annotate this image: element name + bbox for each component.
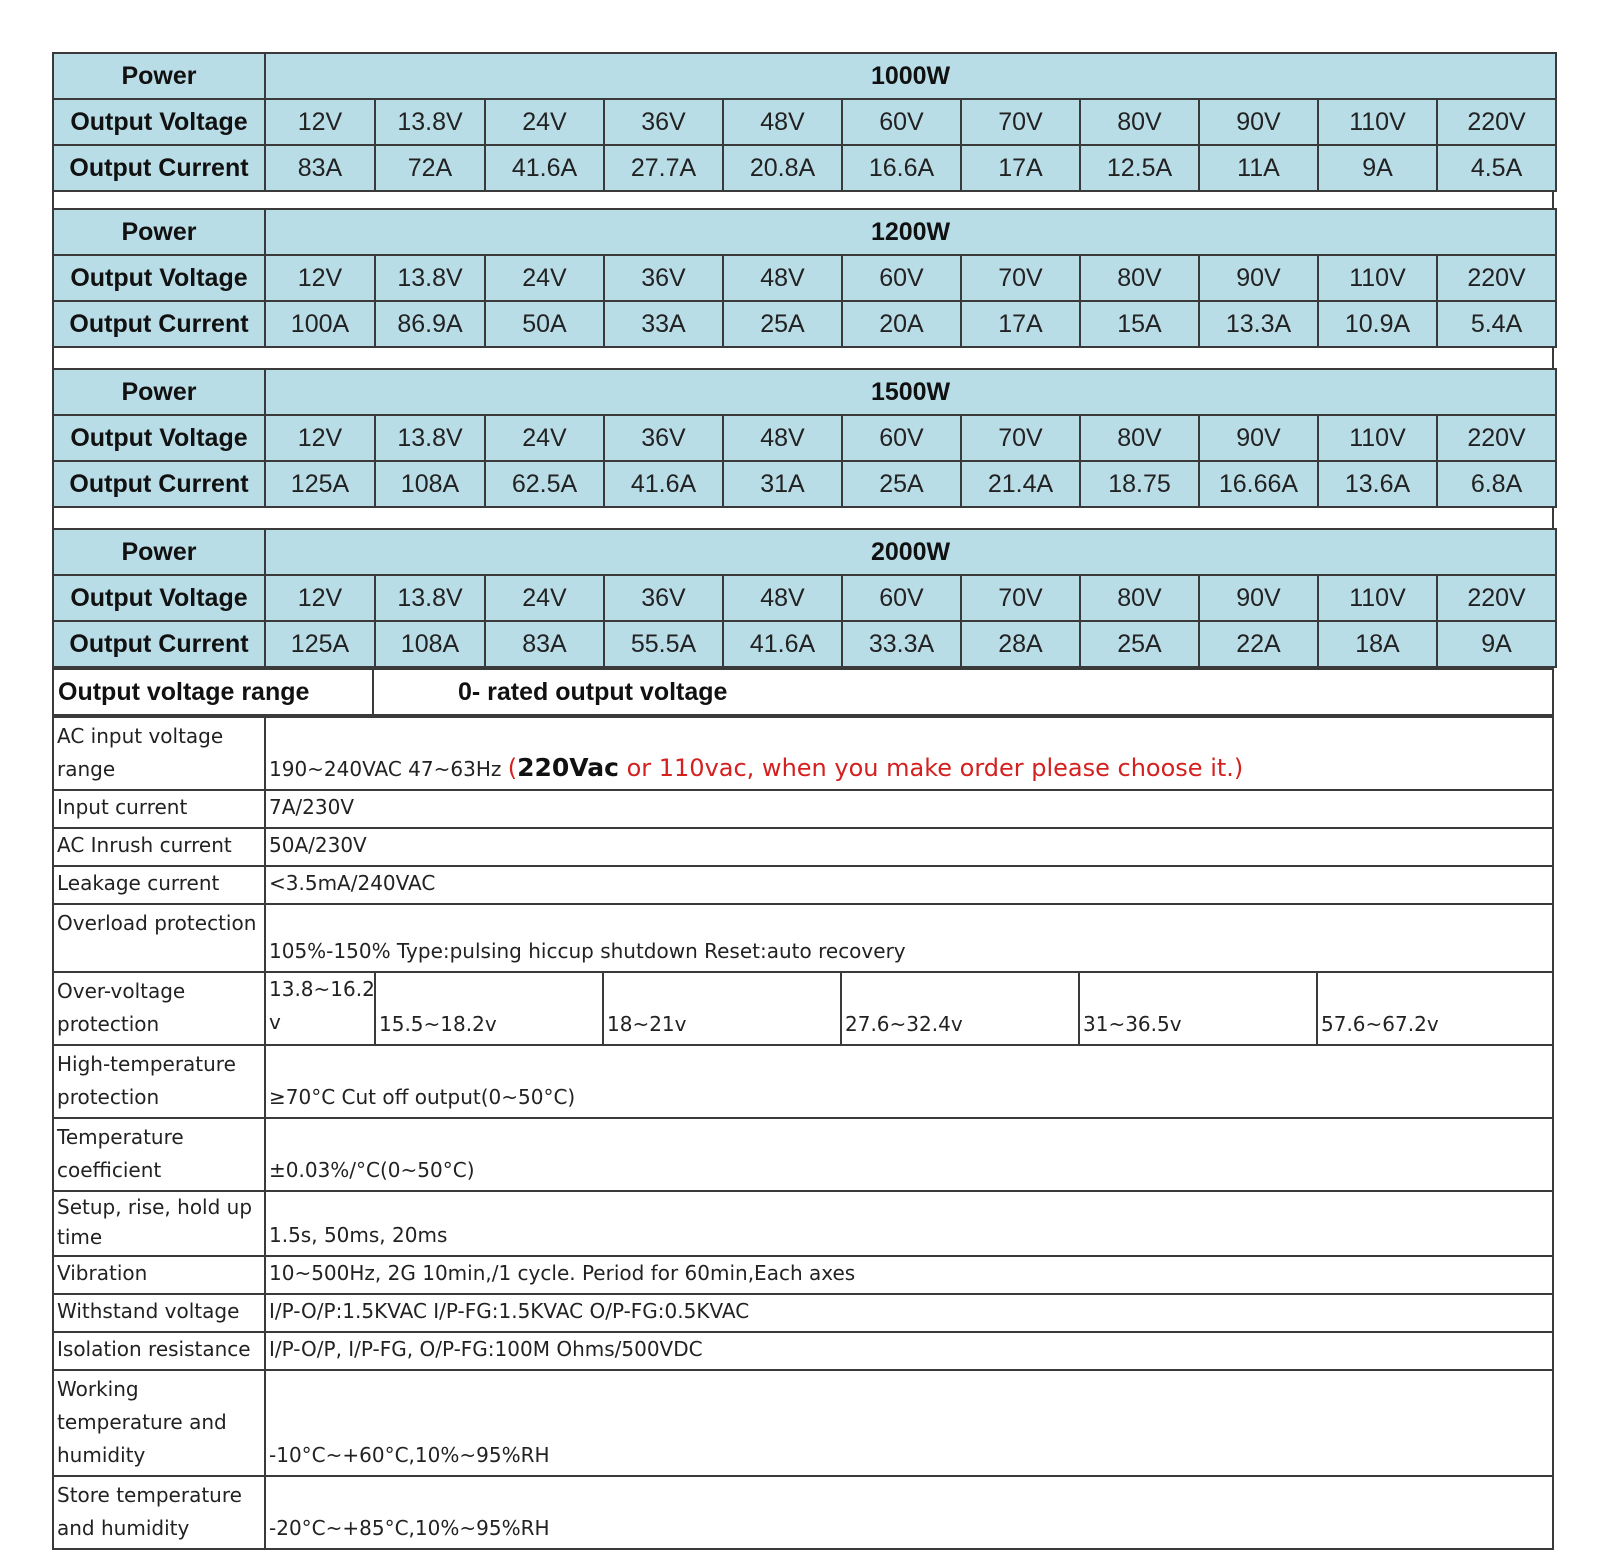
output-voltage-label: Output Voltage	[53, 415, 265, 461]
range-label: Output voltage range	[53, 669, 373, 715]
voltage-cell: 70V	[961, 415, 1080, 461]
current-cell: 18.75	[1080, 461, 1199, 507]
output-current-row	[53, 145, 1556, 191]
voltage-cell: 60V	[842, 575, 961, 621]
current-cell: 28A	[961, 621, 1080, 667]
current-cell: 62.5A	[485, 461, 604, 507]
spec-value	[265, 717, 1553, 790]
ac-note-rest: or 110vac, when you make order please choose it.)	[618, 754, 1244, 782]
range-value: 0- rated output voltage	[373, 669, 1553, 715]
ovp-value: 57.6~67.2v	[1317, 972, 1553, 1045]
spec-label: High-temperature protection	[53, 1045, 265, 1118]
current-cell: 108A	[375, 621, 485, 667]
power-table	[52, 368, 1557, 508]
spec-label: Overload protection	[53, 904, 265, 972]
voltage-cell: 220V	[1437, 575, 1556, 621]
output-voltage-label: Output Voltage	[53, 99, 265, 145]
spec-label: Store temperature and humidity	[53, 1476, 265, 1549]
ac-input-range: 190~240VAC 47~63Hz	[269, 757, 502, 781]
current-cell: 20A	[842, 301, 961, 347]
ovp-value: 18~21v	[603, 972, 841, 1045]
current-cell: 12.5A	[1080, 145, 1199, 191]
current-cell: 125A	[265, 621, 375, 667]
table-spacer	[52, 508, 1554, 528]
spec-row-withstand	[53, 1294, 1553, 1332]
current-cell: 18A	[1318, 621, 1437, 667]
output-current-label: Output Current	[53, 145, 265, 191]
current-cell: 21.4A	[961, 461, 1080, 507]
output-voltage-label: Output Voltage	[53, 575, 265, 621]
voltage-cell: 90V	[1199, 575, 1318, 621]
ovp-value: 31~36.5v	[1079, 972, 1317, 1045]
spec-value: ≥70°C Cut off output(0~50°C)	[265, 1045, 1553, 1118]
spec-row-store	[53, 1476, 1553, 1549]
spec-row-high-temp	[53, 1045, 1553, 1118]
spec-value: I/P-O/P:1.5KVAC I/P-FG:1.5KVAC O/P-FG:0.5KVAC	[265, 1294, 1553, 1332]
voltage-cell: 13.8V	[375, 99, 485, 145]
voltage-cell: 24V	[485, 575, 604, 621]
ac-note-open: (	[507, 754, 518, 782]
spec-label: Setup, rise, hold up time	[53, 1191, 265, 1256]
spec-label: Leakage current	[53, 866, 265, 904]
ovp-value: 13.8~16.2 v	[265, 972, 375, 1045]
current-cell: 83A	[485, 621, 604, 667]
spec-row-isolation	[53, 1332, 1553, 1370]
output-current-label: Output Current	[53, 301, 265, 347]
voltage-cell: 110V	[1318, 255, 1437, 301]
current-cell: 11A	[1199, 145, 1318, 191]
current-cell: 16.66A	[1199, 461, 1318, 507]
output-voltage-row	[53, 575, 1556, 621]
power-row	[53, 529, 1556, 575]
spec-value: ±0.03%/°C(0~50°C)	[265, 1118, 1553, 1191]
spec-label: Isolation resistance	[53, 1332, 265, 1370]
current-cell: 5.4A	[1437, 301, 1556, 347]
voltage-cell: 90V	[1199, 415, 1318, 461]
voltage-cell: 24V	[485, 415, 604, 461]
voltage-cell: 13.8V	[375, 575, 485, 621]
voltage-cell: 12V	[265, 255, 375, 301]
spec-row-ac-input	[53, 717, 1553, 790]
spec-value: -10°C~+60°C,10%~95%RH	[265, 1370, 1553, 1476]
voltage-cell: 48V	[723, 415, 842, 461]
spec-value: 105%-150% Type:pulsing hiccup shutdown Reset:auto recovery	[265, 904, 1553, 972]
spec-label: AC input voltage range	[53, 717, 265, 790]
current-cell: 86.9A	[375, 301, 485, 347]
current-cell: 41.6A	[604, 461, 723, 507]
voltage-cell: 60V	[842, 255, 961, 301]
spec-row-working	[53, 1370, 1553, 1476]
ovp-value: 15.5~18.2v	[375, 972, 603, 1045]
current-cell: 33A	[604, 301, 723, 347]
voltage-cell: 70V	[961, 255, 1080, 301]
voltage-cell: 13.8V	[375, 415, 485, 461]
voltage-cell: 220V	[1437, 255, 1556, 301]
current-cell: 17A	[961, 145, 1080, 191]
voltage-cell: 24V	[485, 255, 604, 301]
voltage-cell: 60V	[842, 99, 961, 145]
voltage-cell: 90V	[1199, 99, 1318, 145]
spec-value: 50A/230V	[265, 828, 1553, 866]
voltage-cell: 48V	[723, 99, 842, 145]
spec-value: 10~500Hz, 2G 10min,/1 cycle. Period for 60min,Each axes	[265, 1256, 1553, 1294]
voltage-cell: 220V	[1437, 415, 1556, 461]
voltage-cell: 36V	[604, 575, 723, 621]
voltage-cell: 80V	[1080, 99, 1199, 145]
voltage-cell: 90V	[1199, 255, 1318, 301]
power-label: Power	[53, 53, 265, 99]
power-row	[53, 53, 1556, 99]
current-cell: 15A	[1080, 301, 1199, 347]
output-current-row	[53, 301, 1556, 347]
power-table	[52, 208, 1557, 348]
spec-value: I/P-O/P, I/P-FG, O/P-FG:100M Ohms/500VDC	[265, 1332, 1553, 1370]
voltage-cell: 70V	[961, 99, 1080, 145]
current-cell: 31A	[723, 461, 842, 507]
power-value: 1000W	[265, 53, 1556, 99]
current-cell: 41.6A	[723, 621, 842, 667]
output-voltage-row	[53, 255, 1556, 301]
ac-note-bold: 220Vac	[517, 753, 619, 782]
power-value: 2000W	[265, 529, 1556, 575]
voltage-cell: 24V	[485, 99, 604, 145]
power-tables	[52, 52, 1554, 668]
voltage-cell: 220V	[1437, 99, 1556, 145]
spec-row-leakage	[53, 866, 1553, 904]
voltage-cell: 13.8V	[375, 255, 485, 301]
spec-value: 7A/230V	[265, 790, 1553, 828]
spec-value: -20°C~+85°C,10%~95%RH	[265, 1476, 1553, 1549]
output-voltage-row	[53, 415, 1556, 461]
current-cell: 4.5A	[1437, 145, 1556, 191]
current-cell: 10.9A	[1318, 301, 1437, 347]
current-cell: 9A	[1437, 621, 1556, 667]
current-cell: 83A	[265, 145, 375, 191]
current-cell: 41.6A	[485, 145, 604, 191]
output-voltage-range-row	[53, 669, 1553, 715]
spec-value: <3.5mA/240VAC	[265, 866, 1553, 904]
output-current-row	[53, 461, 1556, 507]
current-cell: 55.5A	[604, 621, 723, 667]
output-voltage-label: Output Voltage	[53, 255, 265, 301]
voltage-cell: 36V	[604, 99, 723, 145]
power-table	[52, 52, 1557, 192]
spec-row-inrush	[53, 828, 1553, 866]
current-cell: 100A	[265, 301, 375, 347]
voltage-cell: 36V	[604, 415, 723, 461]
spec-table	[52, 716, 1554, 1550]
output-voltage-range-table	[52, 668, 1554, 716]
power-value: 1500W	[265, 369, 1556, 415]
output-current-label: Output Current	[53, 461, 265, 507]
power-label: Power	[53, 369, 265, 415]
voltage-cell: 70V	[961, 575, 1080, 621]
current-cell: 50A	[485, 301, 604, 347]
current-cell: 13.6A	[1318, 461, 1437, 507]
output-voltage-row	[53, 99, 1556, 145]
voltage-cell: 36V	[604, 255, 723, 301]
power-value: 1200W	[265, 209, 1556, 255]
voltage-cell: 48V	[723, 255, 842, 301]
spec-label: AC Inrush current	[53, 828, 265, 866]
spec-label: Vibration	[53, 1256, 265, 1294]
current-cell: 25A	[842, 461, 961, 507]
power-label: Power	[53, 529, 265, 575]
current-cell: 108A	[375, 461, 485, 507]
current-cell: 13.3A	[1199, 301, 1318, 347]
power-table	[52, 528, 1557, 668]
voltage-cell: 12V	[265, 575, 375, 621]
power-row	[53, 209, 1556, 255]
voltage-cell: 80V	[1080, 415, 1199, 461]
spec-label: Temperature coefficient	[53, 1118, 265, 1191]
current-cell: 72A	[375, 145, 485, 191]
voltage-cell: 80V	[1080, 255, 1199, 301]
voltage-cell: 110V	[1318, 575, 1437, 621]
spec-row-input-current	[53, 790, 1553, 828]
output-current-row	[53, 621, 1556, 667]
table-spacer	[52, 348, 1554, 368]
spec-row-vibration	[53, 1256, 1553, 1294]
current-cell: 125A	[265, 461, 375, 507]
spec-label: Withstand voltage	[53, 1294, 265, 1332]
ovp-value: 27.6~32.4v	[841, 972, 1079, 1045]
output-current-label: Output Current	[53, 621, 265, 667]
voltage-cell: 110V	[1318, 415, 1437, 461]
current-cell: 33.3A	[842, 621, 961, 667]
voltage-cell: 110V	[1318, 99, 1437, 145]
spec-row-ovp	[53, 972, 1553, 1045]
current-cell: 25A	[723, 301, 842, 347]
spec-row-overload	[53, 904, 1553, 972]
table-spacer	[52, 192, 1554, 208]
current-cell: 6.8A	[1437, 461, 1556, 507]
power-label: Power	[53, 209, 265, 255]
power-row	[53, 369, 1556, 415]
current-cell: 27.7A	[604, 145, 723, 191]
voltage-cell: 60V	[842, 415, 961, 461]
current-cell: 25A	[1080, 621, 1199, 667]
current-cell: 17A	[961, 301, 1080, 347]
spec-row-setup	[53, 1191, 1553, 1256]
spec-label: Input current	[53, 790, 265, 828]
current-cell: 9A	[1318, 145, 1437, 191]
voltage-cell: 48V	[723, 575, 842, 621]
voltage-cell: 12V	[265, 415, 375, 461]
voltage-cell: 80V	[1080, 575, 1199, 621]
current-cell: 22A	[1199, 621, 1318, 667]
spec-label: Over-voltage protection	[53, 972, 265, 1045]
spec-row-temp-coeff	[53, 1118, 1553, 1191]
current-cell: 16.6A	[842, 145, 961, 191]
spec-sheet	[52, 52, 1554, 1550]
current-cell: 20.8A	[723, 145, 842, 191]
spec-value: 1.5s, 50ms, 20ms	[265, 1191, 1553, 1256]
voltage-cell: 12V	[265, 99, 375, 145]
spec-label: Working temperature and humidity	[53, 1370, 265, 1476]
